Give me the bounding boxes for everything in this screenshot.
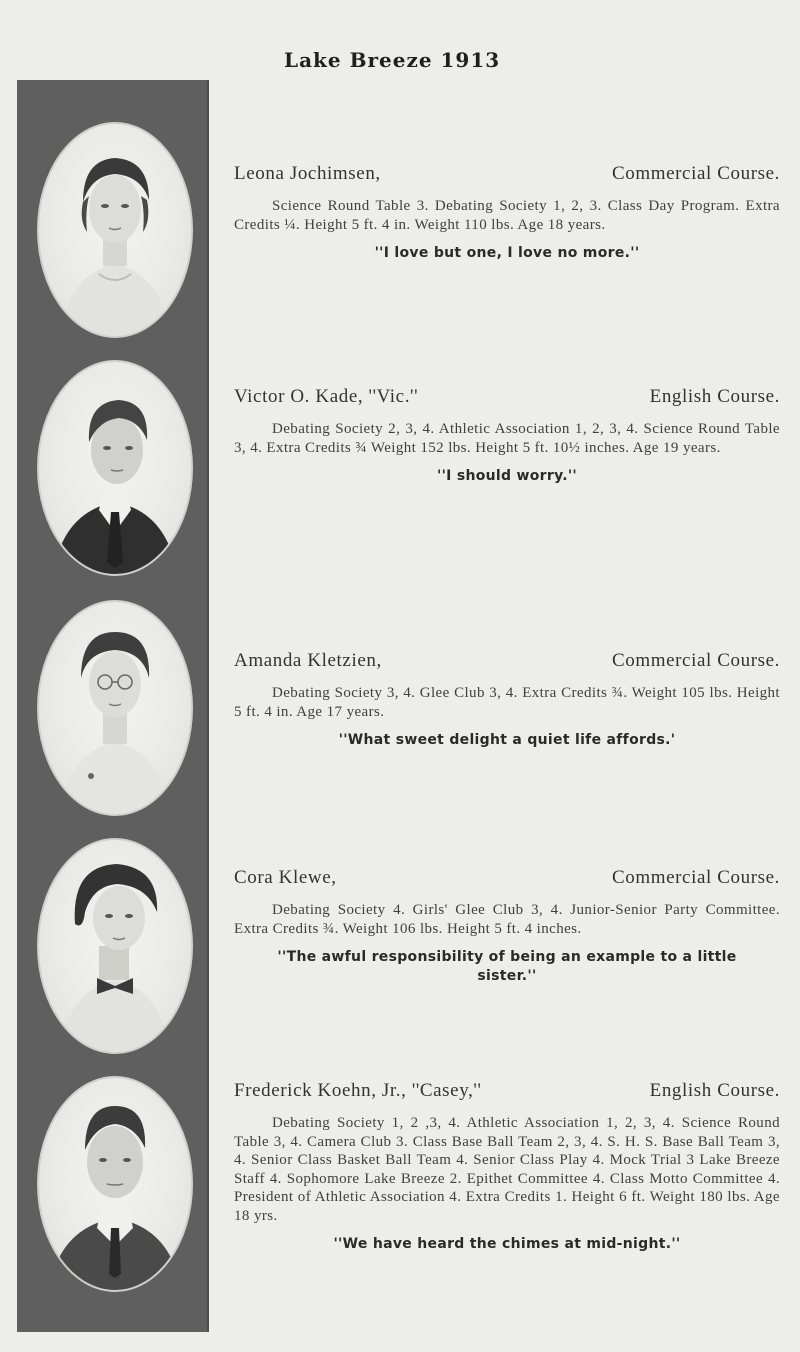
student-name: Leona Jochimsen, bbox=[234, 163, 381, 184]
entry-header bbox=[234, 650, 780, 674]
student-course: Commercial Course. bbox=[611, 650, 780, 671]
student-entry bbox=[234, 867, 780, 986]
student-record: Science Round Table 3. Debating Society 1, 2, 3. Class Day Program. Extra Credits ¼. Height 5 ft. 4 in. Weight 110 lbs. Age 18 years. bbox=[234, 198, 780, 233]
student-quote: ''I should worry.'' bbox=[436, 468, 578, 484]
student-name: Frederick Koehn, Jr., ''Casey,'' bbox=[234, 1080, 482, 1101]
student-name: Cora Klewe, bbox=[234, 867, 337, 888]
portrait-photo bbox=[37, 360, 193, 576]
page-title: Lake Breeze 1913 bbox=[284, 48, 501, 72]
student-course: English Course. bbox=[649, 1080, 780, 1101]
entry-header bbox=[234, 386, 780, 410]
portrait-photo bbox=[37, 1076, 193, 1292]
portrait-photo bbox=[37, 838, 193, 1054]
student-course: Commercial Course. bbox=[611, 163, 780, 184]
entry-header bbox=[234, 867, 780, 891]
student-course: Commercial Course. bbox=[611, 867, 780, 888]
student-quote: ''What sweet delight a quiet life affords.' bbox=[338, 732, 676, 748]
student-record: Debating Society 4. Girls' Glee Club 3, 4. Junior-Senior Party Committee. Extra Credits ¾. Weight 106 lbs. Height 5 ft. 4 inches. bbox=[234, 902, 780, 937]
portrait-strip bbox=[17, 80, 209, 1332]
student-entry bbox=[234, 1080, 780, 1254]
student-record: Debating Society 1, 2 ,3, 4. Athletic Association 1, 2, 3, 4. Science Round Table 3, 4. Camera Club 3. Class Base Ball Team 2, 3, 4. S. H. S. Base Ball Team 3, 4. Senior Class Basket Ball Team 4. Senior Class Play 4. Mock Trial 3 Lake Breeze Staff 4. Sophomore Lake Breeze 2. Epithet Committee 4. Class Motto Committee 4. President of Athletic Association 4. Extra Credits 1. Height 6 ft. Weight 180 lbs. Age 18 yrs. bbox=[234, 1115, 780, 1224]
student-name: Amanda Kletzien, bbox=[234, 650, 382, 671]
student-name: Victor O. Kade, ''Vic.'' bbox=[234, 386, 419, 407]
entry-header bbox=[234, 163, 780, 187]
student-course: English Course. bbox=[649, 386, 780, 407]
student-entry bbox=[234, 386, 780, 486]
student-record: Debating Society 2, 3, 4. Athletic Association 1, 2, 3, 4. Science Round Table 3, 4. Extra Credits ¾ Weight 152 lbs. Height 5 ft. 10½ inches. Age 19 years. bbox=[234, 421, 780, 456]
entry-header bbox=[234, 1080, 780, 1104]
student-quote: ''We have heard the chimes at mid-night.'' bbox=[333, 1236, 681, 1252]
student-entry bbox=[234, 163, 780, 263]
portrait-photo bbox=[37, 122, 193, 338]
student-record: Debating Society 3, 4. Glee Club 3, 4. Extra Credits ¾. Weight 105 lbs. Height 5 ft. 4 in. Age 17 years. bbox=[234, 685, 780, 720]
student-quote: ''The awful responsibility of being an example to a little sister.'' bbox=[277, 949, 737, 984]
portrait-photo bbox=[37, 600, 193, 816]
student-entry bbox=[234, 650, 780, 750]
student-quote: ''I love but one, I love no more.'' bbox=[374, 245, 640, 261]
